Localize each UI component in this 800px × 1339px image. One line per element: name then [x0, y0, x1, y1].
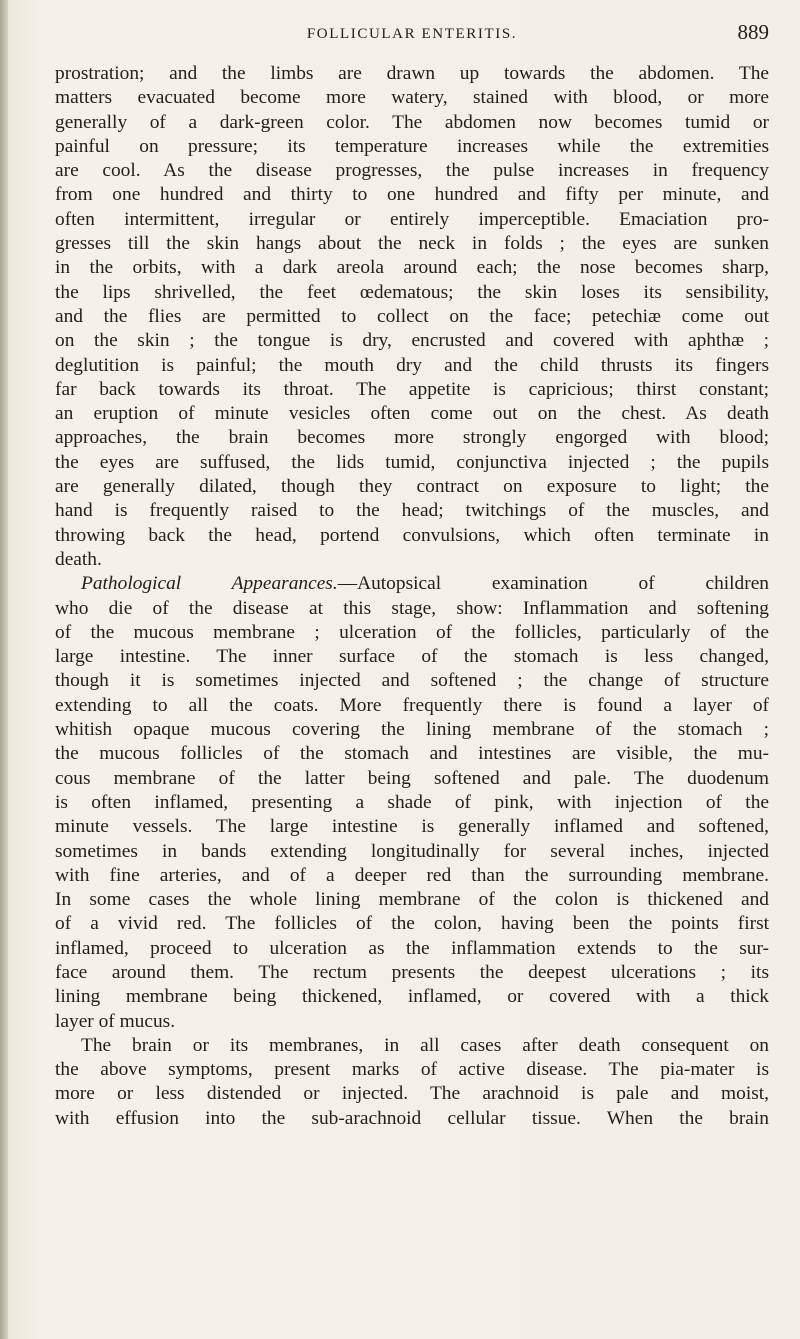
- text-line: the eyes are suffused, the lids tumid, conjunctiva injected ; the pupils: [55, 451, 769, 473]
- text-line: In some cases the whole lining membrane of the colon is thickened and: [55, 889, 769, 911]
- text-line: are cool. As the disease progresses, the pulse increases in frequency: [55, 160, 769, 182]
- text-line: the above symptoms, present marks of active disease. The pia-mater is: [55, 1059, 769, 1081]
- text-line: often intermittent, irregular or entirely imperceptible. Emaciation pro-: [55, 208, 769, 230]
- text-line: minute vessels. The large intestine is generally inflamed and softened,: [55, 816, 769, 838]
- text-line: extending to all the coats. More frequently there is found a layer of: [55, 694, 769, 716]
- section-title: Pathological Appearances.: [81, 573, 338, 595]
- page-number: 889: [737, 20, 769, 44]
- text-line: painful on pressure; its temperature increases while the extremities: [55, 135, 769, 157]
- text-line: generally of a dark-green color. The abdomen now becomes tumid or: [55, 111, 769, 133]
- text-line: whitish opaque mucous covering the lining membrane of the stomach ;: [55, 719, 769, 741]
- text-line: of a vivid red. The follicles of the colon, having been the points first: [55, 913, 769, 935]
- section-first-line: [55, 572, 769, 596]
- text-line: throwing back the head, portend convulsions, which often terminate in: [55, 524, 769, 546]
- text-line: death.: [55, 548, 102, 570]
- section-first-line-text: —Autopsical examination of children: [337, 573, 769, 595]
- text-line: are generally dilated, though they contract on exposure to light; the: [55, 476, 769, 498]
- text-line: the lips shrivelled, the feet œdematous; the skin loses its sensibility,: [55, 281, 769, 303]
- text-line: on the skin ; the tongue is dry, encrusted and covered with aphthæ ;: [55, 330, 769, 352]
- text-line: and the flies are permitted to collect on the face; petechiæ come out: [55, 305, 769, 327]
- text-line: in the orbits, with a dark areola around each; the nose becomes sharp,: [55, 257, 769, 279]
- text-line: who die of the disease at this stage, show: Inflammation and softening: [55, 597, 769, 619]
- text-line: from one hundred and thirty to one hundred and fifty per minute, and: [55, 184, 769, 206]
- text-line: hand is frequently raised to the head; twitchings of the muscles, and: [55, 500, 769, 522]
- text-line: matters evacuated become more watery, stained with blood, or more: [55, 87, 769, 109]
- running-head: FOLLICULAR ENTERITIS.: [306, 26, 518, 42]
- text-line: The brain or its membranes, in all cases after death consequent on: [81, 1034, 769, 1056]
- text-line: large intestine. The inner surface of the stomach is less changed,: [55, 646, 769, 668]
- text-line: deglutition is painful; the mouth dry and the child thrusts its fingers: [55, 354, 769, 376]
- text-line: face around them. The rectum presents the deepest ulcerations ; its: [55, 961, 769, 983]
- page-edge-shadow: [0, 0, 8, 1339]
- text-line: approaches, the brain becomes more strongly engorged with blood;: [55, 427, 769, 449]
- text-line: cous membrane of the latter being softened and pale. The duodenum: [55, 767, 769, 789]
- text-line: the mucous follicles of the stomach and intestines are visible, the mu-: [55, 743, 769, 765]
- text-line: sometimes in bands extending longitudinally for several inches, injected: [55, 840, 769, 862]
- text-line: of the mucous membrane ; ulceration of the follicles, particularly of the: [55, 621, 769, 643]
- text-line: is often inflamed, presenting a shade of pink, with injection of the: [55, 791, 769, 813]
- text-line: gresses till the skin hangs about the neck in folds ; the eyes are sunken: [55, 233, 769, 255]
- page-header: [55, 20, 769, 58]
- body-text: [55, 62, 769, 1131]
- text-line: prostration; and the limbs are drawn up towards the abdomen. The: [55, 63, 769, 84]
- text-line: more or less distended or injected. The arachnoid is pale and moist,: [55, 1083, 769, 1105]
- text-line: inflamed, proceed to ulceration as the inflammation extends to the sur-: [55, 937, 769, 959]
- text-line: far back towards its throat. The appetite is capricious; thirst constant;: [55, 378, 769, 400]
- text-line: lining membrane being thickened, inflamed, or covered with a thick: [55, 986, 769, 1008]
- text-line: layer of mucus.: [55, 1010, 176, 1032]
- paragraph-pathological-appearances: [55, 572, 769, 1034]
- text-line: an eruption of minute vesicles often come out on the chest. As death: [55, 403, 769, 425]
- text-line: with effusion into the sub-arachnoid cellular tissue. When the brain: [55, 1107, 769, 1129]
- paragraph-brain: [55, 1034, 769, 1131]
- text-line: with fine arteries, and of a deeper red than the surrounding membrane.: [55, 864, 769, 886]
- paragraph-symptoms: [55, 62, 769, 572]
- text-line: though it is sometimes injected and softened ; the change of structure: [55, 670, 769, 692]
